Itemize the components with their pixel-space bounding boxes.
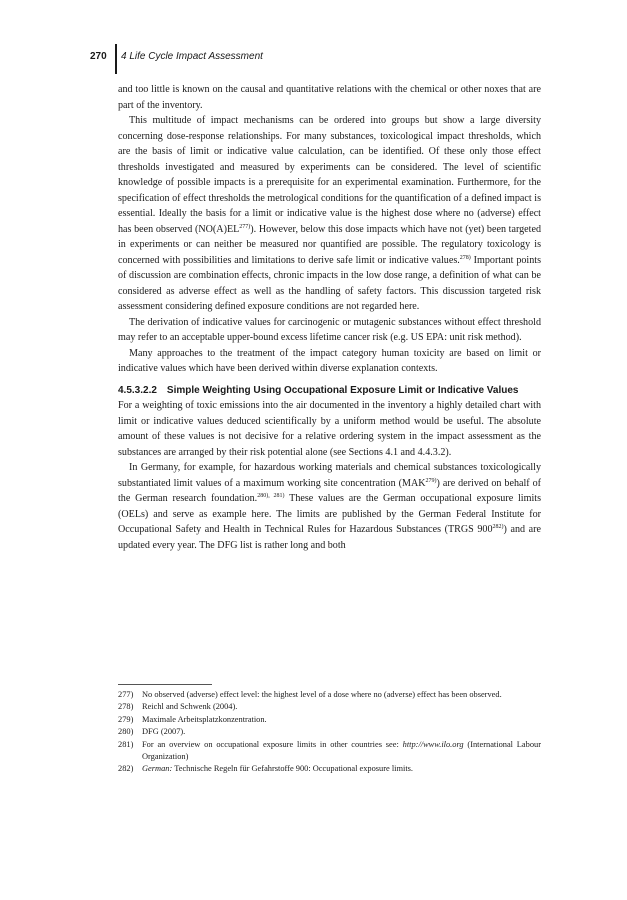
footnote-number: 282) [118, 764, 134, 774]
paragraph-4: Many approaches to the treatment of the impact category human toxicity are based on limit or indicative values which have been derived within diverse explanation contexts. [118, 347, 541, 374]
footnote-number: 280) [118, 727, 134, 737]
footnote-text: German: Technische Regeln für Gefahrstoffe 900: Occupational exposure limits. [142, 764, 413, 774]
footnote-divider [118, 684, 212, 685]
footnote-text: Reichl and Schwenk (2004). [142, 702, 238, 712]
footnotes [118, 689, 541, 776]
paragraph-3: The derivation of indicative values for carcinogenic or mutagenic substances without effect threshold may refer to an acceptable upper-bound excess lifetime cancer risk (e.g. US EPA: unit risk method). [118, 316, 541, 343]
footnote-ref-277[interactable]: 277) [239, 223, 251, 230]
chapter-title: 4 Life Cycle Impact Assessment [121, 51, 263, 62]
footnote-text: Maximale Arbeitsplatzkonzentration. [142, 714, 267, 724]
paragraph-6: In Germany, for example, for hazardous working materials and chemical substances toxicologically substantiated limit values of a maximum working site concentration (MAK$^{279)}$) are derived on behalf of the German research foundation.$^{280), 281)}$ These values are the German occupational exposure limits (OELs) and serve as example here. The limits are published by the German Federal Institute for Occupational Safety and Health in Technical Rules for Hazardous Substances (TRGS 900$^{282)}$) and are updated every year. The DFG list is rather long and both [118, 462, 542, 551]
page-number: 270 [90, 51, 107, 62]
paragraph-2: This multitude of impact mechanisms can be ordered into groups but show a large diversity concerning dose-response relationships. For many substances, toxicological impact thresholds, which are the basis of limit or indicative value calculation, can be identified. Of these only those effect thresholds investigated and measured by experiments can be considered. The level of scientific knowledge of possible impacts is a prerequisite for an experimental examination. Furthermore, for the specification of effect thresholds the metrological conditions for the quantification of a defined impact is essential. Ideally the basis for a limit or indicative value is the highest dose where no (adverse) effect has been observed (NO(A)EL$^{277)}$). However, below this dose impacts which have not (yet) been targeted in experiments or can neither be measured nor quantified are possible. The regulatory toxicology is concerned with possibilities and limitations to derive safe limit or indicative values.$^{278)}$ Important points of discussion are combination effects, chronic impacts in the low dose range, a definition of what can be considered as adverse effect as well as the handling of safety factors. This discussion targeted risk assessment considering defined exposure conditions are not regarded here. [118, 115, 542, 312]
footnote-text: No observed (adverse) effect level: the highest level of a dose where no (adverse) effect has been observed. [142, 690, 502, 699]
paragraph-5: For a weighting of toxic emissions into the air documented in the inventory a highly detailed chart with limit or indicative values deduced scientifically by a uniform method would be useful. The absolute amount of these values is not decisive for a relative ordering system in the impact assessment as the substances are arranged by their risk potential alone (see Sections 4.1 and 4.4.3.2). [118, 400, 541, 458]
footnote-number: 278) [118, 702, 134, 712]
footnote-279 [118, 714, 541, 726]
section-number: 4.5.3.2.2 [118, 384, 157, 396]
footnote-ref-278[interactable]: 278) [459, 254, 471, 261]
section-heading [118, 383, 541, 399]
footnote-ref-279[interactable]: 279) [425, 477, 437, 484]
ilo-link[interactable]: http://www.ilo.org [402, 739, 464, 749]
footnote-text: For an overview on occupational exposure limits in other countries see: http://www.ilo.org (International Labour Organization) [142, 739, 541, 762]
footnote-number: 277) [118, 690, 134, 699]
section-title: Simple Weighting Using Occupational Exposure Limit or Indicative Values [166, 384, 519, 396]
footnote-ref-282[interactable]: 282) [492, 524, 504, 530]
footnote-282 [118, 763, 541, 775]
footnote-ref-280-281[interactable]: 280), 281) [257, 493, 285, 499]
footnote-text: DFG (2007). [142, 727, 186, 737]
footnote-280 [118, 726, 541, 738]
paragraph-1: and too little is known on the causal and quantitative relations with the chemical or other noxes that are part of the inventory. [118, 84, 541, 111]
footnote-277 [118, 689, 541, 701]
footnote-281 [118, 739, 541, 764]
footnote-number: 279) [118, 714, 134, 724]
footnote-278 [118, 701, 541, 713]
footnote-number: 281) [118, 739, 134, 749]
header-divider [115, 44, 117, 74]
body-text [118, 82, 541, 553]
